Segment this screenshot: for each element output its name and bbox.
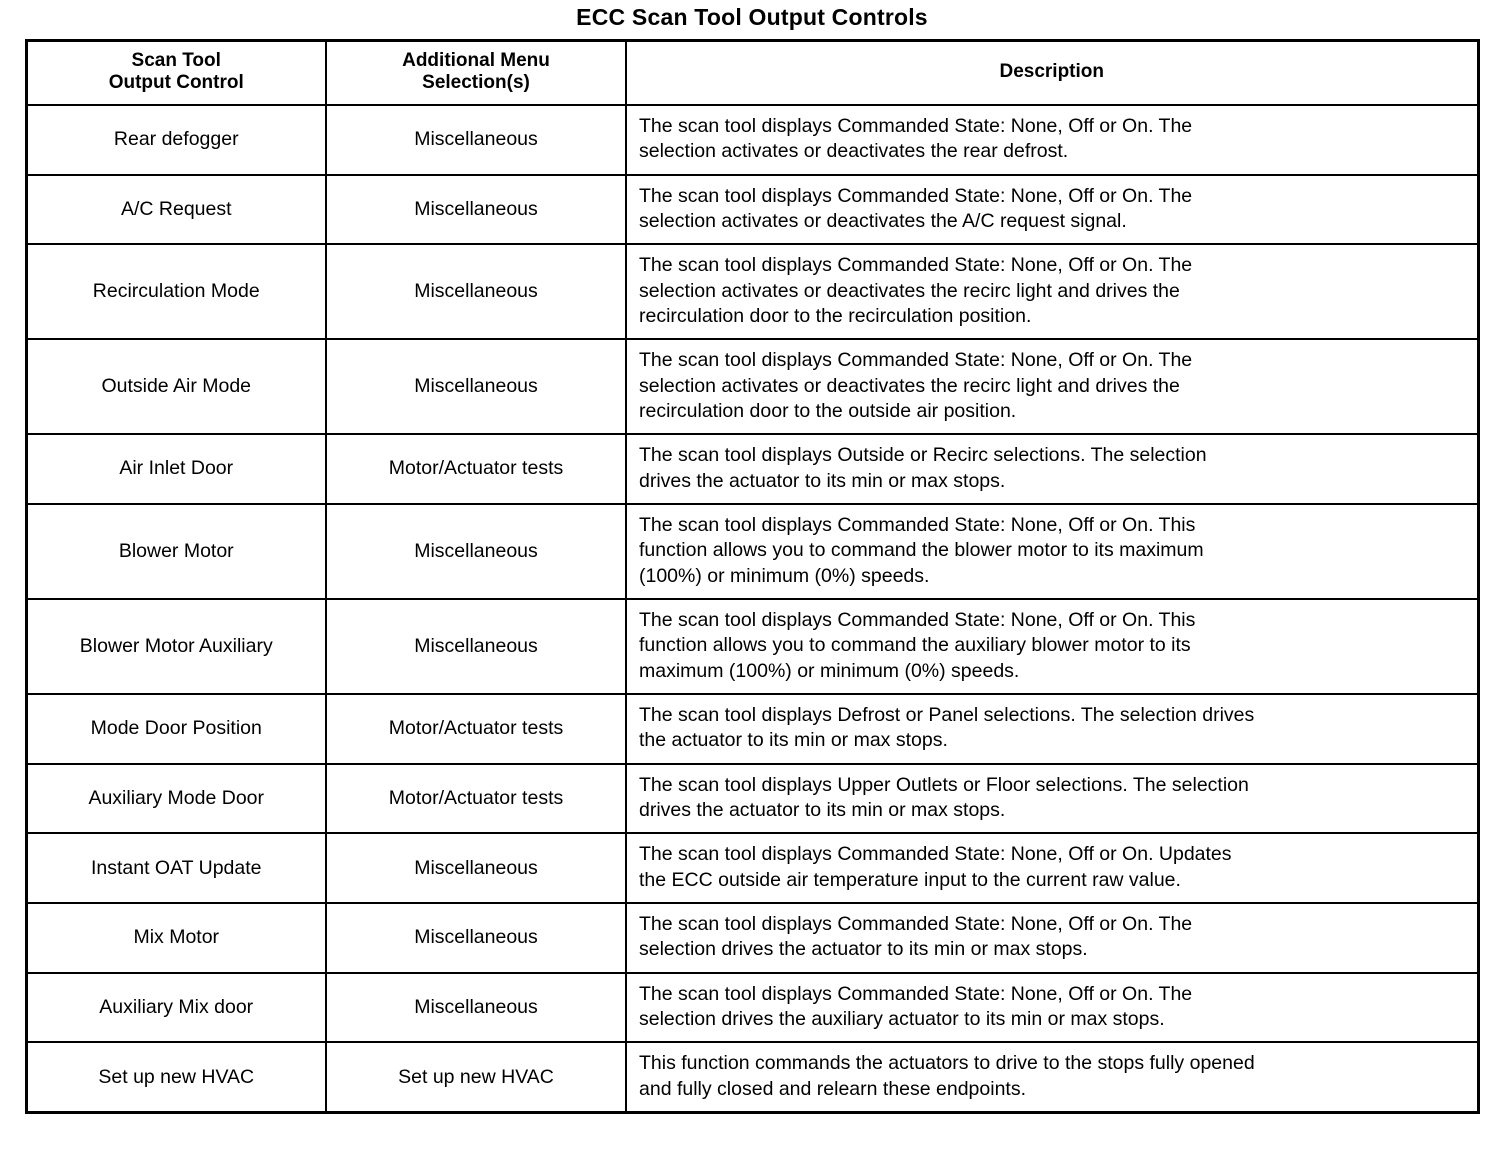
column-header-description: Description: [626, 41, 1478, 105]
column-header-output-control-line1: Scan Tool: [131, 50, 221, 71]
description-line: selection drives the auxiliary actuator to its min or max stops.: [639, 1008, 1165, 1031]
description-line: function allows you to command the auxiliary blower motor to its: [639, 634, 1191, 657]
description-line: selection activates or deactivates the recirc light and drives the: [639, 374, 1180, 397]
cell-output-control: Rear defogger: [26, 105, 326, 175]
cell-output-control: Outside Air Mode: [26, 339, 326, 434]
cell-output-control: Auxiliary Mode Door: [26, 764, 326, 834]
table-row: [26, 903, 1478, 973]
cell-description: [626, 973, 1478, 1043]
description-line: This function commands the actuators to drive to the stops fully opened: [639, 1052, 1255, 1075]
table-row: [26, 973, 1478, 1043]
cell-menu-selection: Miscellaneous: [326, 903, 626, 973]
cell-description: [626, 833, 1478, 903]
description-line: recirculation door to the recirculation position.: [639, 304, 1032, 327]
description-line: The scan tool displays Commanded State: None, Off or On. The: [639, 114, 1193, 137]
description-line: and fully closed and relearn these endpoints.: [639, 1077, 1027, 1100]
cell-menu-selection: Miscellaneous: [326, 973, 626, 1043]
cell-output-control: Blower Motor: [26, 504, 326, 599]
description-line: The scan tool displays Commanded State: None, Off or On. Updates: [639, 843, 1232, 866]
table-header-row: [26, 41, 1478, 105]
cell-menu-selection: Motor/Actuator tests: [326, 694, 626, 764]
table-row: [26, 599, 1478, 694]
cell-output-control: A/C Request: [26, 175, 326, 245]
description-line: The scan tool displays Commanded State: None, Off or On. The: [639, 184, 1193, 207]
column-header-menu-selection-line1: Additional Menu: [402, 50, 550, 71]
cell-menu-selection: Miscellaneous: [326, 175, 626, 245]
cell-description: [626, 504, 1478, 599]
column-header-output-control-line2: Output Control: [108, 72, 244, 94]
cell-output-control: Air Inlet Door: [26, 434, 326, 504]
cell-output-control: Mode Door Position: [26, 694, 326, 764]
column-header-menu-selection-line2: Selection(s): [422, 72, 530, 94]
column-header-menu-selection: [326, 41, 626, 105]
cell-output-control: Instant OAT Update: [26, 833, 326, 903]
description-line: drives the actuator to its min or max stops.: [639, 799, 1006, 822]
scan-tool-output-controls-table: [25, 39, 1480, 1114]
cell-description: [626, 903, 1478, 973]
description-line: drives the actuator to its min or max stops.: [639, 469, 1006, 492]
table-row: [26, 434, 1478, 504]
description-line: The scan tool displays Defrost or Panel selections. The selection drives: [639, 704, 1255, 726]
description-line: The scan tool displays Commanded State: None, Off or On. This: [639, 608, 1196, 631]
table-body: [26, 105, 1478, 1113]
description-line: selection activates or deactivates the rear defrost.: [639, 140, 1069, 163]
cell-menu-selection: Miscellaneous: [326, 244, 626, 339]
cell-menu-selection: Motor/Actuator tests: [326, 764, 626, 834]
cell-description: [626, 105, 1478, 175]
cell-menu-selection: Miscellaneous: [326, 599, 626, 694]
cell-menu-selection: Miscellaneous: [326, 105, 626, 175]
table-row: [26, 694, 1478, 764]
table-row: [26, 339, 1478, 434]
cell-output-control: Auxiliary Mix door: [26, 973, 326, 1043]
description-line: The scan tool displays Commanded State: None, Off or On. The: [639, 982, 1193, 1005]
cell-menu-selection: Miscellaneous: [326, 833, 626, 903]
description-line: function allows you to command the blower motor to its maximum: [639, 539, 1204, 562]
table-row: [26, 833, 1478, 903]
cell-description: [626, 244, 1478, 339]
description-line: The scan tool displays Outside or Recirc selections. The selection: [639, 444, 1207, 467]
cell-output-control: Blower Motor Auxiliary: [26, 599, 326, 694]
table-row: [26, 1042, 1478, 1112]
description-line: selection drives the actuator to its min or max stops.: [639, 938, 1088, 961]
cell-description: [626, 764, 1478, 834]
description-line: The scan tool displays Commanded State: None, Off or On. The: [639, 913, 1193, 936]
description-line: recirculation door to the outside air position.: [639, 399, 1017, 422]
cell-description: [626, 434, 1478, 504]
page-title: ECC Scan Tool Output Controls: [576, 4, 928, 30]
cell-description: [626, 599, 1478, 694]
cell-description: [626, 694, 1478, 764]
cell-description: [626, 1042, 1478, 1112]
table-row: [26, 764, 1478, 834]
cell-menu-selection: Set up new HVAC: [326, 1042, 626, 1112]
description-line: (100%) or minimum (0%) speeds.: [639, 564, 930, 587]
table-row: [26, 175, 1478, 245]
description-line: The scan tool displays Commanded State: None, Off or On. The: [639, 254, 1193, 277]
description-line: selection activates or deactivates the A/C request signal.: [639, 209, 1127, 232]
description-line: The scan tool displays Upper Outlets or Floor selections. The selection: [639, 773, 1249, 796]
table-row: [26, 105, 1478, 175]
column-header-output-control: [26, 41, 326, 105]
cell-menu-selection: Miscellaneous: [326, 339, 626, 434]
cell-output-control: Mix Motor: [26, 903, 326, 973]
cell-description: [626, 339, 1478, 434]
description-line: the actuator to its min or max stops.: [639, 729, 948, 752]
cell-menu-selection: Motor/Actuator tests: [326, 434, 626, 504]
description-line: The scan tool displays Commanded State: None, Off or On. The: [639, 349, 1193, 372]
cell-output-control: Set up new HVAC: [26, 1042, 326, 1112]
description-line: selection activates or deactivates the recirc light and drives the: [639, 279, 1180, 302]
description-line: maximum (100%) or minimum (0%) speeds.: [639, 659, 1020, 682]
description-line: The scan tool displays Commanded State: None, Off or On. This: [639, 513, 1196, 536]
cell-description: [626, 175, 1478, 245]
table-row: [26, 504, 1478, 599]
cell-output-control: Recirculation Mode: [26, 244, 326, 339]
table-row: [26, 244, 1478, 339]
cell-menu-selection: Miscellaneous: [326, 504, 626, 599]
description-line: the ECC outside air temperature input to the current raw value.: [639, 868, 1181, 891]
